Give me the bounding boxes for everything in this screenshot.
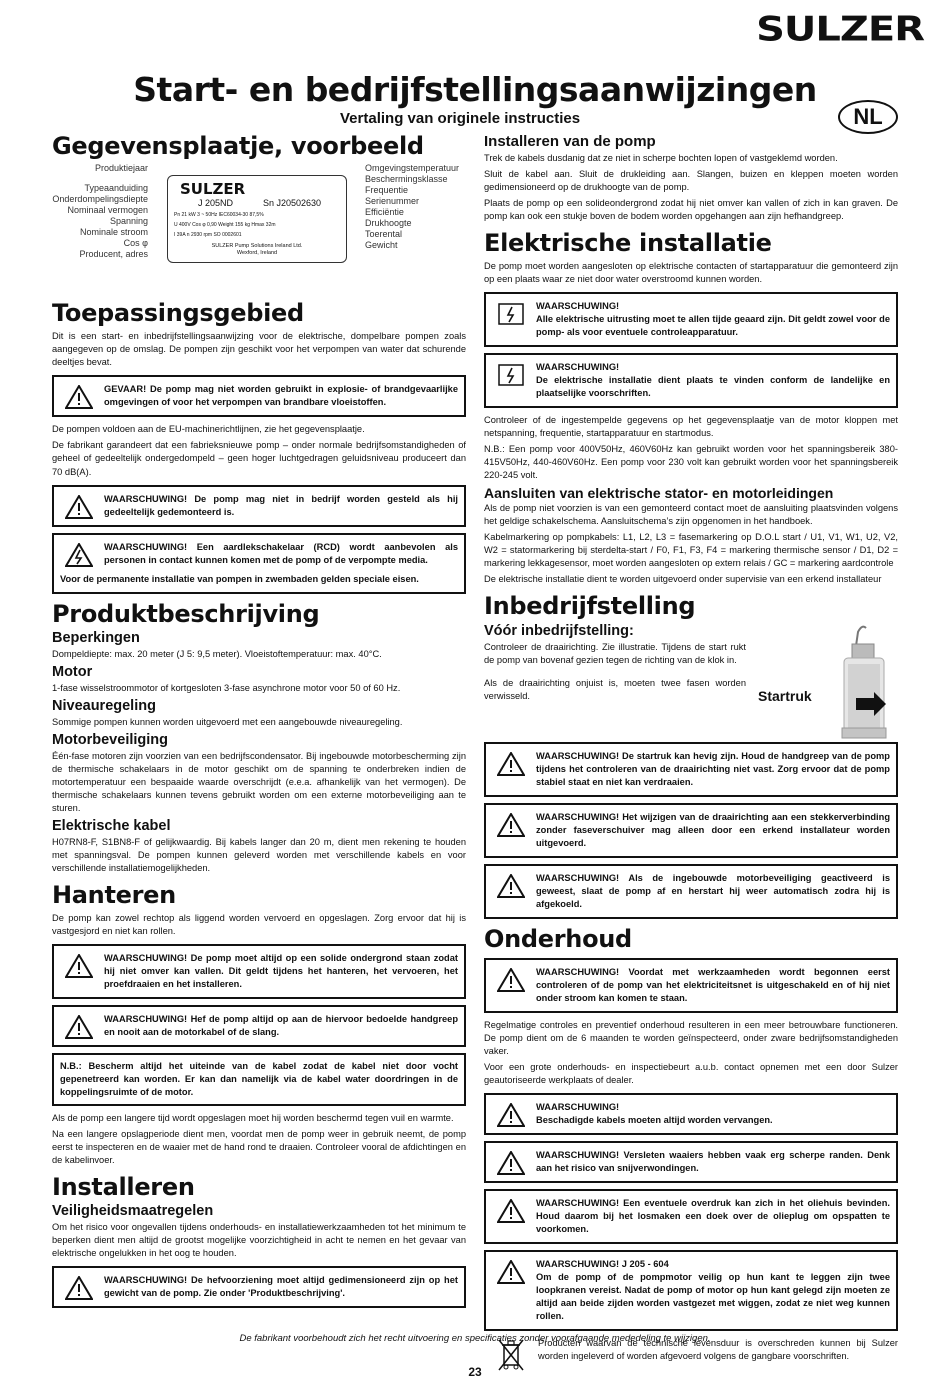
startruk-block	[484, 624, 898, 736]
warning-text: WAARSCHUWING! Versleten waaiers hebben vaak erg scherpe randen. Denk aan het risico van snijverwondingen.	[536, 1150, 890, 1174]
plate-label-left: Produktiejaar	[94, 163, 148, 174]
plate-row: U 400V Cos φ 0,90 Weight 155 kg Hmax 32m	[174, 222, 276, 229]
warning-text	[536, 361, 890, 400]
plate-serial: Sn J20502630	[263, 198, 322, 209]
paragraph: Één-fase motoren zijn voorzien van een bedrijfscondensator. Bij ingebouwde motorbescherming zijn de thermische schakelaars in de motor geschikt om de spanning te onderbreken indien de motortemperatuur een bespaaide waarde overschrijdt (e.e.a. afhankelijk van het vermogen). De thermische schakelaars kunnen tevens gebruikt worden om een externe motorbeveiliging aan te sturen.	[52, 750, 466, 813]
footer-note: De fabrikant voorbehoudt zich het recht uitvoering en specificaties zonder voorafgaande mededeling te wijzigen.	[239, 1333, 711, 1344]
paragraph: Voor een grote onderhouds- en inspectiebeurt a.u.b. contact opnemen met een door Sulzer geautoriseerde werkplaats of dealer.	[484, 1062, 898, 1086]
paragraph: Sommige pompen kunnen worden uitgevoerd met een aangebouwde niveauregeling.	[52, 716, 403, 727]
plate-model: J 205ND	[198, 198, 234, 209]
subsection-voor-inbedrijfstelling: Vóór inbedrijfstelling:	[484, 622, 634, 639]
section-hanteren: Hanteren	[52, 880, 176, 909]
warning-text	[536, 1258, 890, 1323]
warning-text: WAARSCHUWING! Als de ingebouwde motorbeveiliging geactiveerd is geweest, slaat de pomp af en herstart hij weer automatisch zodra hij is afgekoeld.	[536, 872, 890, 909]
section-produktbeschrijving: Produktbeschrijving	[52, 599, 320, 628]
paragraph: De fabrikant garandeert dat een fabrieksnieuwe pomp – onder normale bedrijfsomstandigheden of geheel of gedeeltelijk ondergedompeld – geen hoger luchtgedragen geluidsniveau produceert dan 70 dB(A).	[52, 440, 466, 477]
warning-triangle-icon	[486, 1197, 536, 1236]
paragraph: Regelmatige controles en preventief onderhoud resulteren in een meer betrouwbare functioneren. De pomp dient om de 6 maanden te worden geïnspecteerd, onder zware bedrijfsomstandigheden vaker.	[484, 1020, 898, 1057]
electric-warning-icon	[486, 361, 536, 400]
warning-body: Alle elektrische uitrusting moet te allen tijde geaard zijn. Dit geldt zowel voor de pomp- als voor eventuele controleapparatuur.	[536, 313, 890, 337]
warning-body: De elektrische installatie dient plaats te vinden conform de landelijke en plaatselijke voorschriften.	[536, 374, 890, 398]
electric-warning-icon	[54, 541, 104, 567]
paragraph: De pomp moet worden aangesloten op elektrische contacten of startapparatuur die gemonteerd zijn op een plaats waar ze niet door water overstroomd kunnen worden.	[484, 260, 898, 284]
warning-text: WAARSCHUWING! Een aardlekschakelaar (RCD) wordt aanbevolen als personen in contact kunnen komen met de pomp of de verpompte media.	[104, 541, 458, 565]
warning-title: WAARSCHUWING!	[536, 361, 620, 372]
paragraph: De pomp kan zowel rechtop als liggend worden vervoerd en opgeslagen. Zorg ervoor dat hij is vastgesjord en niet kan rollen.	[52, 912, 466, 936]
plate-label-left: Typeaanduiding	[84, 183, 148, 194]
warning-title: WAARSCHUWING!	[536, 1102, 620, 1113]
warning-box	[484, 803, 898, 858]
page-number: 23	[468, 1365, 482, 1379]
plate-label-left: Producent, adres	[79, 249, 148, 260]
warning-triangle-icon	[486, 1101, 536, 1127]
plate-label-right: Frequentie	[365, 185, 409, 196]
plate-label-right: Toerental	[365, 229, 403, 240]
paragraph: Als de pomp een langere tijd wordt opgeslagen moet hij worden beschermd tegen vuil en warmte.	[52, 1112, 454, 1123]
plate-manufacturer-name: SULZER Pump Solutions Ireland Ltd.	[211, 243, 303, 250]
warning-box	[52, 375, 466, 417]
warning-box	[52, 533, 466, 594]
paragraph: Sluit de kabel aan. Sluit de drukleiding aan. Slangen, buizen en kleppen moeten worden gedimensioneerd op de drukhoogte van de pomp.	[484, 168, 898, 192]
warning-box	[484, 1189, 898, 1244]
paragraph: Dit is een start- en inbedrijfstellingsaanwijzing voor de elektrische, dompelbare pompen zoals aangegeven op de omslag. De pompen zijn geschikt voor het verpompen van water dat schurende deeltjes bevat.	[52, 331, 466, 368]
language-badge: NL	[838, 100, 898, 134]
plate-label-left: Spanning	[109, 216, 148, 227]
note-box: N.B.: Bescherm altijd het uiteinde van de kabel zodat de kabel niet door vocht gepenetreerd kan worden. Er kan dan namelijk via de kabel water doordringen in de koppelingsruimte of de motor.	[52, 1053, 466, 1106]
paragraph: Kabelmarkering op pompkabels: L1, L2, L3 = fasemarkering op D.O.L start / U1, V1, W1, U2, V2, W2 = statormarkering bij sterdelta-start / F0, F1, F3, F4 = markering thermische sensor / D1, D2 = markering lekkagesensor, moet worden aangesloten op extern relais / GC = markering aardcontrole	[484, 532, 898, 569]
warning-box	[484, 742, 898, 797]
paragraph: N.B.: Een pomp voor 400V50Hz, 460V60Hz kan gebruikt worden voor het spanningsbereik 380-415V50Hz, 440-460V60Hz. Een pomp voor 230 volt kan gebruikt worden voor het spanningsbereik 220-245 volt.	[484, 443, 898, 480]
plate-label-right: Efficiëntie	[365, 207, 404, 218]
plate-label-left: Cos φ	[123, 238, 148, 249]
warning-box	[52, 485, 466, 527]
warning-text: WAARSCHUWING! De startruk kan hevig zijn. Houd de handgreep van de pomp tijdens het controleren van de draairichting niet vast. Zorg ervoor dat de pomp stabiel staat en niet kan verdraaien.	[536, 750, 890, 787]
paragraph: De elektrische installatie dient te worden uitgevoerd onder supervisie van een erkend installateur	[484, 574, 882, 585]
page-title: Start- en bedrijfstellingsaanwijzingen	[133, 70, 817, 109]
subsection-aansluiten: Aansluiten van elektrische stator- en motorleidingen	[484, 484, 834, 501]
paragraph: Controleer of de ingestempelde gegevens op het gegevensplaatje van de motor kloppen met netspanning, frequentie, startapparatuur en startmodus.	[484, 414, 898, 438]
warning-triangle-icon	[486, 811, 536, 850]
plate-label-right: Serienummer	[365, 196, 420, 207]
subsection-elektrische-kabel: Elektrische kabel	[52, 817, 171, 834]
left-column	[52, 132, 466, 1314]
paragraph: Trek de kabels dusdanig dat ze niet in scherpe bochten lopen of vastgeklemd worden.	[484, 152, 838, 163]
warning-text: GEVAAR! De pomp mag niet worden gebruikt in explosie- of brandgevaarlijke omgevingen of voor het verpompen van brandbare vloeistoffen.	[104, 384, 458, 408]
paragraph: Dompeldiepte: max. 20 meter (J 5: 9,5 meter). Vloeistoftemperatuur: max. 40°C.	[52, 648, 382, 659]
plate-label-left: Nominale stroom	[79, 227, 148, 238]
subsection-beperkingen: Beperkingen	[52, 629, 140, 646]
warning-box	[484, 1250, 898, 1331]
plate-label-right: Beschermingsklasse	[365, 174, 448, 185]
warning-triangle-icon	[54, 952, 104, 991]
page-subtitle: Vertaling van originele instructies	[340, 110, 581, 127]
paragraph: 1-fase wisselstroommotor of kortgesloten 3-fase asynchrone motor voor 50 of 60 Hz.	[52, 682, 401, 693]
plate-brand: SULZER	[180, 180, 246, 199]
subsection-motorbeveiliging: Motorbeveiliging	[52, 731, 168, 748]
plate-heading: Gegevensplaatje, voorbeeld	[52, 132, 424, 160]
warning-text: WAARSCHUWING! De hefvoorziening moet altijd gedimensioneerd zijn op het gewicht van de pomp. Zie onder 'Produktbeschrijving'.	[104, 1275, 458, 1299]
warning-box	[52, 1266, 466, 1308]
subsection-installeren-pomp: Installeren van de pomp	[484, 133, 656, 150]
pump-illustration	[822, 624, 902, 744]
section-onderhoud: Onderhoud	[484, 924, 632, 953]
paragraph: De pompen voldoen aan de EU-machinerichtlijnen, zie het gegevensplaatje.	[52, 424, 365, 435]
electric-warning-icon	[486, 300, 536, 339]
warning-text: WAARSCHUWING! De pomp moet altijd op een solide ondergrond staan zodat hij niet omver kan vallen. Dit geldt tijdens het hanteren, het vervoeren, het proefdraaien en het installeren.	[104, 952, 458, 989]
paragraph: Na een langere opslagperiode dient men, voordat men de pomp weer in gebruik neemt, de pomp eerst te inspecteren en de waaier met de hand rond te draaien. Controleer vooral de afdichtingen en de kabelinvoer.	[52, 1129, 466, 1166]
warning-box	[484, 1141, 898, 1183]
warning-box	[52, 944, 466, 999]
sulzer-logo: SULZER	[756, 10, 924, 50]
subsection-motor: Motor	[52, 663, 93, 680]
startruk-label: Startruk	[758, 687, 812, 704]
section-installeren: Installeren	[52, 1173, 195, 1202]
warning-box	[484, 864, 898, 919]
paragraph: Plaats de pomp op een solideondergrond zodat hij niet omver kan vallen of zich in kan graven. De pomp kan ook een stukje boven de bodem worden opgehangen aan zijn hefhandgreep.	[484, 197, 898, 221]
section-toepassingsgebied: Toepassingsgebied	[52, 299, 304, 328]
warning-title: WAARSCHUWING! J 205 - 604	[536, 1259, 669, 1270]
warning-triangle-icon	[54, 383, 104, 409]
plate-label-right: Omgevingstemperatuur	[365, 163, 460, 174]
warning-text: WAARSCHUWING! Voordat met werkzaamheden wordt begonnen eerst controleren of de pomp van het elektriciteitsnet is uitgeschakeld en of hij niet onder stroom kan komen te staan.	[536, 966, 890, 1003]
warning-box	[484, 1093, 898, 1135]
warning-triangle-icon	[54, 493, 104, 519]
plate-label-right: Drukhoogte	[365, 218, 412, 229]
plate-manufacturer	[168, 243, 346, 257]
paragraph: Producten waarvan de technische levensduur is overschreden kunnen bij Sulzer worden ingeleverd of worden afgevoerd volgens de gangbare voorschriften.	[538, 1338, 898, 1362]
warning-triangle-icon	[486, 872, 536, 911]
warning-text: WAARSCHUWING! De pomp mag niet in bedrijf worden gesteld als hij gedeeltelijk gedemonteerd is.	[104, 493, 458, 517]
warning-triangle-icon	[54, 1274, 104, 1300]
right-column	[484, 132, 898, 1373]
warning-triangle-icon	[486, 966, 536, 1005]
plate-row: I 39A n 2930 rpm SO 0002601	[174, 232, 242, 239]
plate-row: Pn 21 kW 3 ~ 50Hz IEC60034-30 87,5%	[174, 212, 264, 219]
subsection-niveauregeling: Niveauregeling	[52, 697, 156, 714]
section-elektrische-installatie: Elektrische installatie	[484, 228, 772, 257]
plate-label-right: Gewicht	[365, 240, 398, 251]
warning-text: Voor de permanente installatie van pompen in zwembaden gelden speciale eisen.	[60, 573, 419, 584]
warning-box	[484, 353, 898, 408]
warning-triangle-icon	[54, 1013, 104, 1039]
warning-text: WAARSCHUWING! Hef de pomp altijd op aan de hiervoor bedoelde handgreep en nooit aan de motorkabel of de slang.	[104, 1013, 458, 1037]
warning-text: WAARSCHUWING! Het wijzigen van de draairichting aan een stekkerverbinding zonder faseverschuiver mag alleen door een erkend installateur worden uitgevoerd.	[536, 811, 890, 848]
warning-title: WAARSCHUWING!	[536, 300, 620, 311]
warning-text	[536, 300, 890, 339]
plate-manufacturer-city: Wexford, Ireland	[236, 250, 278, 257]
warning-box	[484, 292, 898, 347]
warning-triangle-icon	[486, 1258, 536, 1323]
warning-triangle-icon	[486, 1149, 536, 1175]
plate-label-left: Nominaal vermogen	[67, 205, 148, 216]
paragraph: Als de pomp niet voorzien is van een gemonteerd contact moet de aansluiting plaatsvinden volgens het geldige schakelschema. Aansluitschema’s zijn opgenomen in het handboek.	[484, 503, 898, 527]
warning-triangle-icon	[486, 750, 536, 789]
paragraph: Om het risico voor ongevallen tijdens onderhouds- en installatiewerkzaamheden tot het minimum te beperken dient men altijd de grootst mogelijke voorzichtigheid in acht te nemen en het gevaar van elektrische ongelukken in het oog te houden.	[52, 1222, 466, 1259]
warning-body: Om de pomp of de pompmotor veilig op hun kant te leggen zijn twee loopkranen vereist. Nadat de pomp of motor op hun kant gelegd zijn moeten ze altijd aan beide zijden worden vastgezet met wiggen, zodat ze niet weg kunnen rollen.	[536, 1272, 890, 1322]
warning-text: WAARSCHUWING! Een eventuele overdruk kan zich in het oliehuis bevinden. Houd daarom bij het losmaken een doek over de olieplug om opspatten te voorkomen.	[536, 1198, 890, 1235]
paragraph: H07RN8-F, S1BN8-F of gelijkwaardig. Bij kabels langer dan 20 m, dient men rekening te houden met spanningsval. De pompen kunnen geleverd worden met verschillende kabels en voor verschillende installatiemogelijkheden.	[52, 836, 466, 873]
warning-box	[52, 1005, 466, 1047]
paragraph: Controleer de draairichting. Zie illustratie. Tijdens de start rukt de pomp van bovenaf gezien tegen de richting van de klok in.	[484, 641, 746, 665]
rating-plate	[167, 175, 347, 263]
warning-text	[536, 1101, 773, 1127]
subsection-veiligheidsmaatregelen: Veiligheidsmaatregelen	[52, 1203, 214, 1220]
plate-label-left: Onderdompelingsdiepte	[52, 194, 148, 205]
rating-plate-diagram	[52, 163, 466, 293]
section-inbedrijfstelling: Inbedrijfstelling	[484, 592, 696, 621]
warning-box	[484, 958, 898, 1013]
warning-body: Beschadigde kabels moeten altijd worden vervangen.	[536, 1115, 773, 1126]
paragraph: Als de draairichting onjuist is, moeten twee fasen worden verwisseld.	[484, 677, 746, 701]
